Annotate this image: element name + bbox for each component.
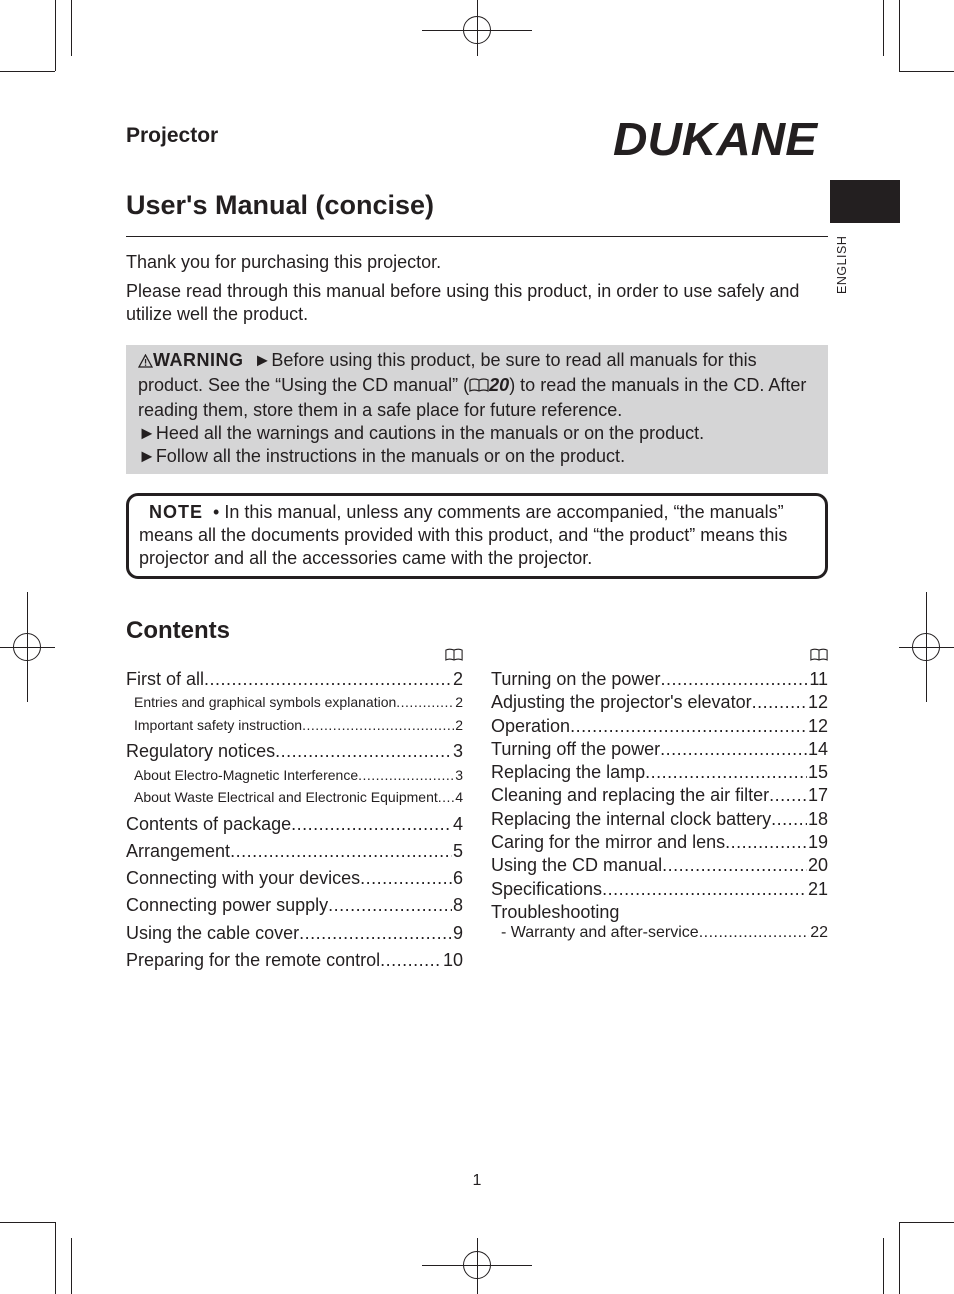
toc-entry <box>491 784 828 807</box>
toc-leader-dots <box>360 867 452 890</box>
toc-entry <box>491 808 828 831</box>
toc-entry <box>126 867 463 890</box>
toc-entry <box>126 949 463 972</box>
toc-entry-page: 4 <box>452 813 463 834</box>
toc-leader-dots <box>380 949 442 972</box>
toc-entry <box>126 764 463 787</box>
toc-leader-dots <box>769 784 807 807</box>
toc-leader-dots <box>645 761 807 784</box>
page-title: User's Manual (concise) <box>126 190 435 220</box>
toc-leader-dots <box>660 738 807 761</box>
toc-entry <box>491 761 828 784</box>
toc-leader-dots <box>204 668 452 691</box>
warning-text-1b: ) to read the manuals in the CD. After reading them, store them in a safe place for future reference. <box>138 375 807 420</box>
note-text: • In this manual, unless any comments are accompanied, “the manuals” means all the documents provided with this product, and “the product” means this projector and all the accessories came with the projector. <box>139 502 788 568</box>
toc-leader-dots <box>291 813 452 836</box>
toc-entry <box>491 854 828 877</box>
warning-ref-page: 20 <box>489 375 510 395</box>
toc-entry-title: Replacing the lamp <box>491 762 646 783</box>
toc-entry-title: - Warranty and after-service <box>501 924 699 942</box>
toc-entry <box>491 901 828 924</box>
toc-entry-page: 3 <box>455 766 463 783</box>
toc-entry <box>491 691 828 714</box>
contents-heading: Contents <box>126 617 230 644</box>
toc-leader-dots <box>299 922 452 945</box>
intro-paragraph-2: Please read through this manual before using this product, in order to use safely and utilize well the product. <box>126 281 800 324</box>
toc-leader-dots <box>230 840 452 863</box>
warning-line-1 <box>138 349 816 422</box>
toc-entry <box>126 786 463 809</box>
toc-entry-title: Specifications <box>491 878 603 899</box>
language-label: ENGLISH <box>835 235 849 294</box>
toc-leader-dots <box>662 854 807 877</box>
toc-leader-dots <box>438 786 454 809</box>
toc-entry-page: 19 <box>807 832 828 853</box>
toc-entry-page: 3 <box>452 741 463 762</box>
toc-entry-title: Adjusting the projector's elevator <box>491 692 752 713</box>
toc-leader-dots <box>570 715 807 738</box>
toc-entry-page: 12 <box>807 715 828 736</box>
book-icon <box>469 376 489 399</box>
toc-leader-dots <box>302 714 454 737</box>
toc-entry-title: Using the CD manual <box>491 855 663 876</box>
toc-entry-page: 4 <box>455 789 463 806</box>
toc-entry <box>126 740 463 763</box>
toc-entry-page: 8 <box>452 895 463 916</box>
toc-entry <box>126 894 463 917</box>
page-number: 1 <box>472 1172 482 1189</box>
toc-entry-title: Entries and graphical symbols explanation <box>134 694 397 711</box>
intro <box>126 251 828 332</box>
toc-entry-page: 2 <box>455 694 463 711</box>
book-icon <box>491 648 828 668</box>
toc-right-column <box>491 648 828 942</box>
toc-leader-dots <box>602 878 807 901</box>
toc-entry-page: 12 <box>807 692 828 713</box>
toc-entry-page: 15 <box>807 762 828 783</box>
toc-entry-title: Important safety instruction <box>134 716 303 733</box>
toc-entry-title: Operation <box>491 715 571 736</box>
product-label: Projector <box>126 124 219 147</box>
toc-entry-page: 21 <box>807 878 828 899</box>
toc-entry-page: 6 <box>452 868 463 889</box>
brand-logo-text: DUKANE <box>613 116 819 160</box>
toc-entry-title: Regulatory notices <box>126 741 276 762</box>
toc-entry-title: About Electro-Magnetic Interference <box>134 766 359 783</box>
toc-entry-title: Contents of package <box>126 813 292 834</box>
toc-entry <box>491 924 828 942</box>
book-icon <box>126 648 463 668</box>
toc-entry-title: About Waste Electrical and Electronic Equipment <box>134 789 438 806</box>
toc-entry-title: Arrangement <box>126 840 231 861</box>
title-divider <box>126 236 828 237</box>
toc-entry-title: Using the cable cover <box>126 922 300 943</box>
toc-entry <box>491 738 828 761</box>
toc-entry-page: 22 <box>810 924 828 942</box>
toc-entry <box>126 922 463 945</box>
toc-leader-dots <box>396 691 454 714</box>
toc-entry <box>491 715 828 738</box>
toc-entry-title: Caring for the mirror and lens <box>491 832 726 853</box>
toc-entry-title: Connecting with your devices <box>126 868 361 889</box>
toc-entry-title: Preparing for the remote control <box>126 950 381 971</box>
toc-entry <box>126 840 463 863</box>
toc-leader-dots <box>358 764 454 787</box>
toc-entry-page: 2 <box>452 669 463 689</box>
toc-entry <box>126 813 463 836</box>
note-box <box>126 493 828 579</box>
toc-leader-dots <box>771 808 807 831</box>
toc-entry-page: 9 <box>452 922 463 943</box>
warning-box <box>126 345 828 474</box>
toc-entry-title: First of all <box>126 669 205 689</box>
warning-line-3: ►Follow all the instructions in the manuals or on the product. <box>138 446 626 466</box>
toc-leader-dots <box>725 831 807 854</box>
toc-entry-page: 11 <box>809 669 828 689</box>
toc-entry-page: 14 <box>807 738 828 759</box>
toc-entry <box>491 668 828 691</box>
toc-entry-title: Troubleshooting <box>491 901 620 922</box>
toc-leader-dots <box>275 740 452 763</box>
toc-entry-title: Turning off the power <box>491 738 661 759</box>
language-tab <box>830 180 900 223</box>
toc-entry-page: 2 <box>455 716 463 733</box>
warning-line-2: ►Heed all the warnings and cautions in the manuals or on the product. <box>138 423 705 443</box>
warning-text-1a: ►Before using this product, be sure to read all manuals for this product. See the “Using the CD manual” ( <box>138 350 757 395</box>
toc-leader-dots <box>752 691 807 714</box>
toc-entry <box>126 691 463 714</box>
toc-entry-page: 5 <box>452 840 463 861</box>
toc-entry-page: 17 <box>807 785 828 806</box>
intro-paragraph-1: Thank you for purchasing this projector. <box>126 252 442 272</box>
toc-entry-page: 10 <box>442 950 463 971</box>
warning-label: WARNING <box>153 350 244 370</box>
toc-entry-title: Replacing the internal clock battery <box>491 808 772 829</box>
warning-triangle-icon <box>138 351 153 374</box>
toc-entry-title: Turning on the power <box>491 669 661 689</box>
toc-entry <box>491 878 828 901</box>
toc-entry-page: 20 <box>807 855 828 876</box>
toc-entry-title: Cleaning and replacing the air filter <box>491 785 770 806</box>
toc-entry-title: Connecting power supply <box>126 895 329 916</box>
toc-entry-page: 18 <box>807 808 828 829</box>
toc-leader-dots <box>660 668 808 691</box>
note-label: NOTE <box>149 502 204 522</box>
brand-logo <box>611 116 819 160</box>
toc-entry <box>126 668 463 691</box>
toc-leader-dots <box>328 894 452 917</box>
toc-left-column <box>126 648 463 972</box>
toc-leader-dots <box>699 924 810 942</box>
toc-entry <box>126 714 463 737</box>
toc-entry <box>491 831 828 854</box>
